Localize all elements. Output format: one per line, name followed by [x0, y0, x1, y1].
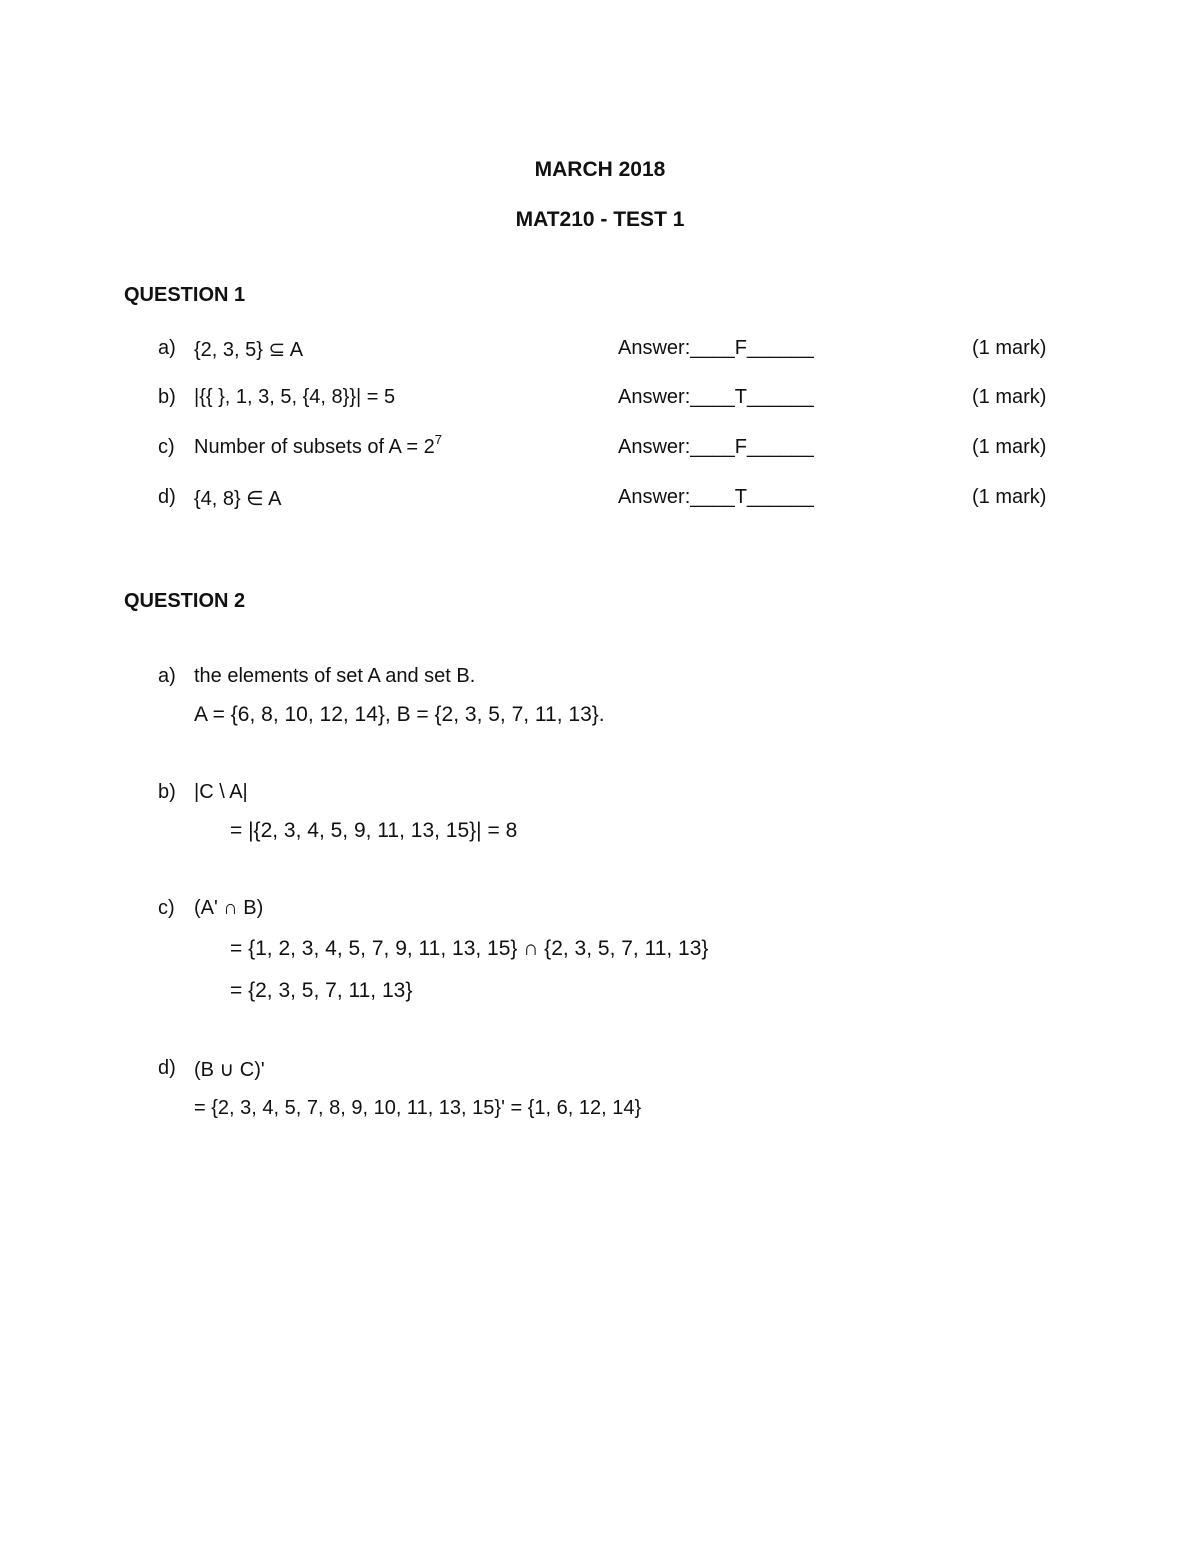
- item-marks: (1 mark): [972, 386, 1047, 408]
- item-statement: |{{ }, 1, 3, 5, {4, 8}}| = 5: [194, 386, 396, 408]
- item-label: d): [158, 486, 176, 508]
- item-answer: Answer:____T______: [618, 486, 814, 508]
- part-label: d): [158, 1057, 176, 1079]
- item-answer: Answer:____T______: [618, 386, 814, 408]
- part-question: (A' ∩ B): [194, 897, 264, 919]
- document-title: MAT210 - TEST 1: [515, 208, 685, 231]
- item-answer: Answer:____F______: [618, 436, 814, 458]
- item-statement: {4, 8} ∈ A: [194, 488, 282, 510]
- question-2-heading: QUESTION 2: [124, 590, 246, 612]
- part-question: |C \ A|: [194, 781, 248, 803]
- item-label: c): [158, 436, 175, 458]
- part-label: c): [158, 897, 175, 919]
- item-label: a): [158, 337, 176, 359]
- statement-text: Number of subsets of A = 2: [194, 436, 435, 458]
- question-1-heading: QUESTION 1: [124, 284, 246, 306]
- part-label: a): [158, 665, 176, 687]
- part-label: b): [158, 781, 176, 803]
- item-marks: (1 mark): [972, 436, 1047, 458]
- document-date: MARCH 2018: [534, 158, 666, 181]
- item-statement: [194, 432, 442, 459]
- item-marks: (1 mark): [972, 486, 1047, 508]
- part-question: (B ∪ C)': [194, 1059, 265, 1081]
- statement-exponent: 7: [434, 432, 442, 447]
- part-working: = {1, 2, 3, 4, 5, 7, 9, 11, 13, 15} ∩ {2, 3, 5, 7, 11, 13}: [230, 937, 709, 960]
- part-answer: = |{2, 3, 4, 5, 9, 11, 13, 15}| = 8: [230, 819, 518, 842]
- part-answer: = {2, 3, 5, 7, 11, 13}: [230, 979, 413, 1002]
- part-answer: = {2, 3, 4, 5, 7, 8, 9, 10, 11, 13, 15}' = {1, 6, 12, 14}: [194, 1097, 642, 1119]
- item-label: b): [158, 386, 176, 408]
- part-answer: A = {6, 8, 10, 12, 14}, B = {2, 3, 5, 7, 11, 13}.: [194, 703, 605, 726]
- item-marks: (1 mark): [972, 337, 1047, 359]
- item-answer: Answer:____F______: [618, 337, 814, 359]
- item-statement: {2, 3, 5} ⊆ A: [194, 339, 304, 361]
- part-question: the elements of set A and set B.: [194, 665, 476, 687]
